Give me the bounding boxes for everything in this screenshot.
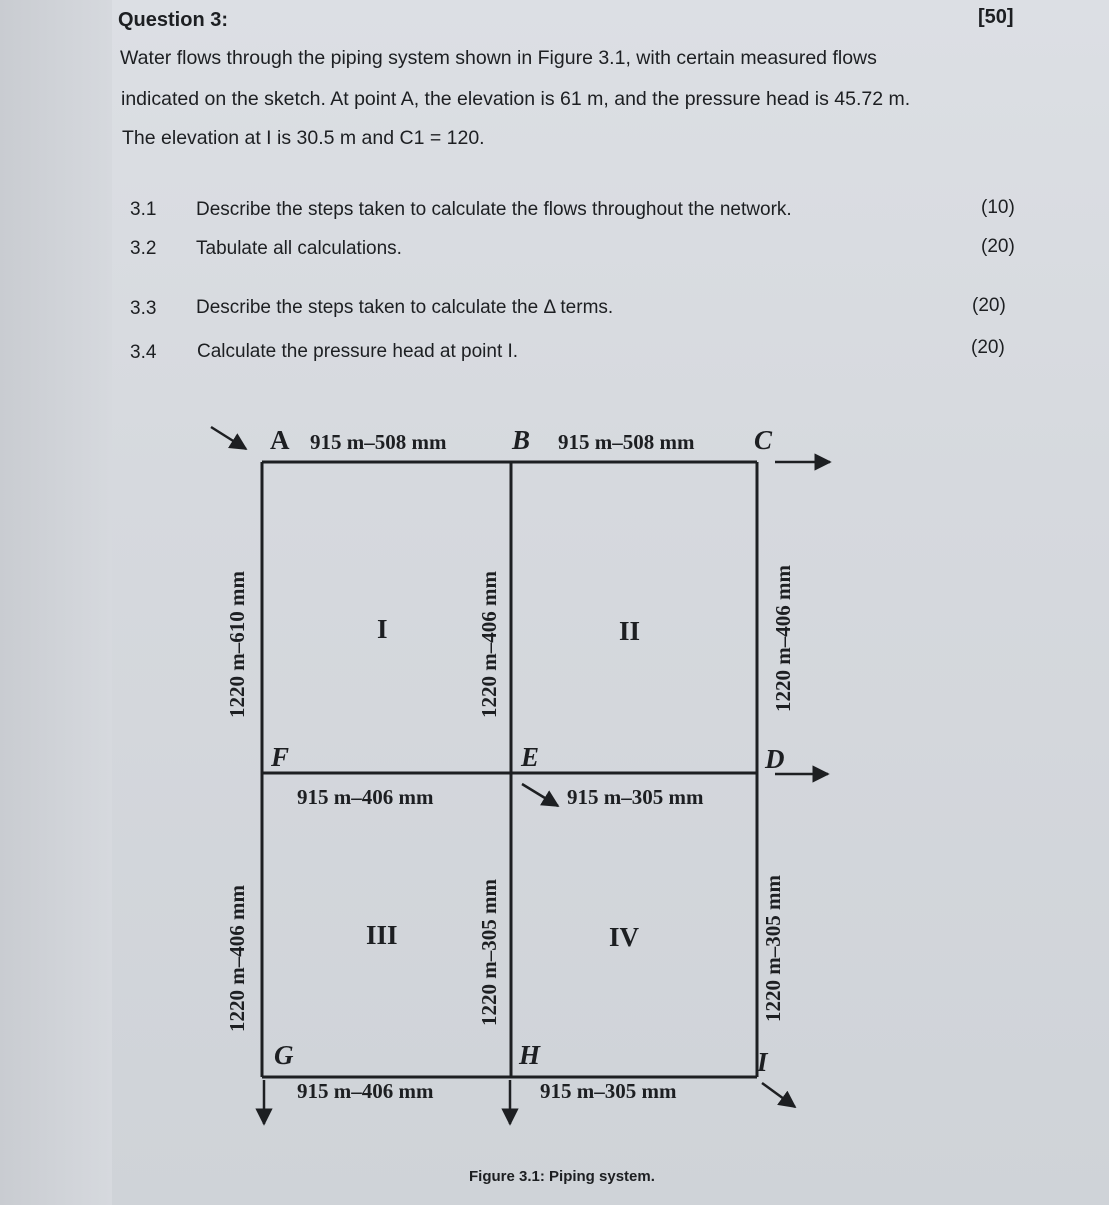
subquestion-text: Describe the steps taken to calculate the flows throughout the network. bbox=[196, 199, 792, 220]
pipe-network bbox=[262, 462, 757, 1077]
outflow-arrow-I bbox=[762, 1083, 795, 1107]
figure-caption: Figure 3.1: Piping system. bbox=[469, 1168, 655, 1185]
subquestion-marks: (10) bbox=[981, 197, 1015, 218]
pipe-label-AB: 915 m–508 mm bbox=[310, 430, 447, 454]
pipe-label-GH: 915 m–406 mm bbox=[297, 1079, 434, 1103]
loop-label: IV bbox=[609, 922, 640, 952]
pipe-label-DI: 1220 m–305 mm bbox=[761, 875, 785, 1022]
pipe-label-ED: 915 m–305 mm bbox=[567, 785, 704, 809]
total-marks: [50] bbox=[978, 6, 1014, 28]
node-label-H: H bbox=[519, 1040, 541, 1070]
question-title: Question 3: bbox=[118, 9, 229, 31]
subquestion-marks: (20) bbox=[971, 337, 1005, 358]
node-label-C: C bbox=[754, 425, 773, 455]
intro-line-2: indicated on the sketch. At point A, the elevation is 61 m, and the pressure head is 45.72 m. bbox=[121, 88, 911, 110]
pipe-label-AF: 1220 m–610 mm bbox=[225, 571, 249, 718]
pipe-label-BE: 1220 m–406 mm bbox=[477, 571, 501, 718]
loop-label: II bbox=[619, 616, 641, 646]
subquestion-text: Describe the steps taken to calculate the Δ terms. bbox=[196, 297, 614, 318]
pipe-label-HI: 915 m–305 mm bbox=[540, 1079, 677, 1103]
pipe-label-FG: 1220 m–406 mm bbox=[225, 885, 249, 1032]
subquestion-marks: (20) bbox=[972, 295, 1006, 316]
flow-arrows bbox=[211, 427, 830, 1124]
node-label-B: B bbox=[512, 425, 531, 455]
node-label-G: G bbox=[274, 1040, 294, 1070]
pipe-label-EH: 1220 m–305 mm bbox=[477, 879, 501, 1026]
pipe-label-BC: 915 m–508 mm bbox=[558, 430, 695, 454]
subquestion-text: Calculate the pressure head at point I. bbox=[197, 341, 519, 362]
loop-label: I bbox=[377, 614, 388, 644]
intro-line-3: The elevation at I is 30.5 m and C1 = 120. bbox=[122, 127, 485, 149]
loop-label: III bbox=[366, 920, 398, 950]
subquestion-number: 3.2 bbox=[130, 238, 157, 259]
inflow-arrow-A bbox=[211, 427, 246, 449]
subquestion-number: 3.3 bbox=[130, 298, 157, 319]
node-label-I: I bbox=[757, 1047, 768, 1077]
pipe-label-FE: 915 m–406 mm bbox=[297, 785, 434, 809]
intro-line-1: Water flows through the piping system shown in Figure 3.1, with certain measured flows bbox=[120, 47, 877, 69]
node-label-F: F bbox=[271, 742, 290, 772]
subquestion-number: 3.4 bbox=[130, 342, 157, 363]
subquestion-marks: (20) bbox=[981, 236, 1015, 257]
subquestion-text: Tabulate all calculations. bbox=[196, 238, 402, 259]
subquestion-number: 3.1 bbox=[130, 199, 157, 220]
inflow-arrow-E bbox=[522, 784, 558, 806]
node-label-D: D bbox=[765, 744, 785, 774]
pipe-label-CD: 1220 m–406 mm bbox=[771, 565, 795, 712]
node-label-A: A bbox=[270, 425, 290, 455]
node-label-E: E bbox=[521, 742, 540, 772]
